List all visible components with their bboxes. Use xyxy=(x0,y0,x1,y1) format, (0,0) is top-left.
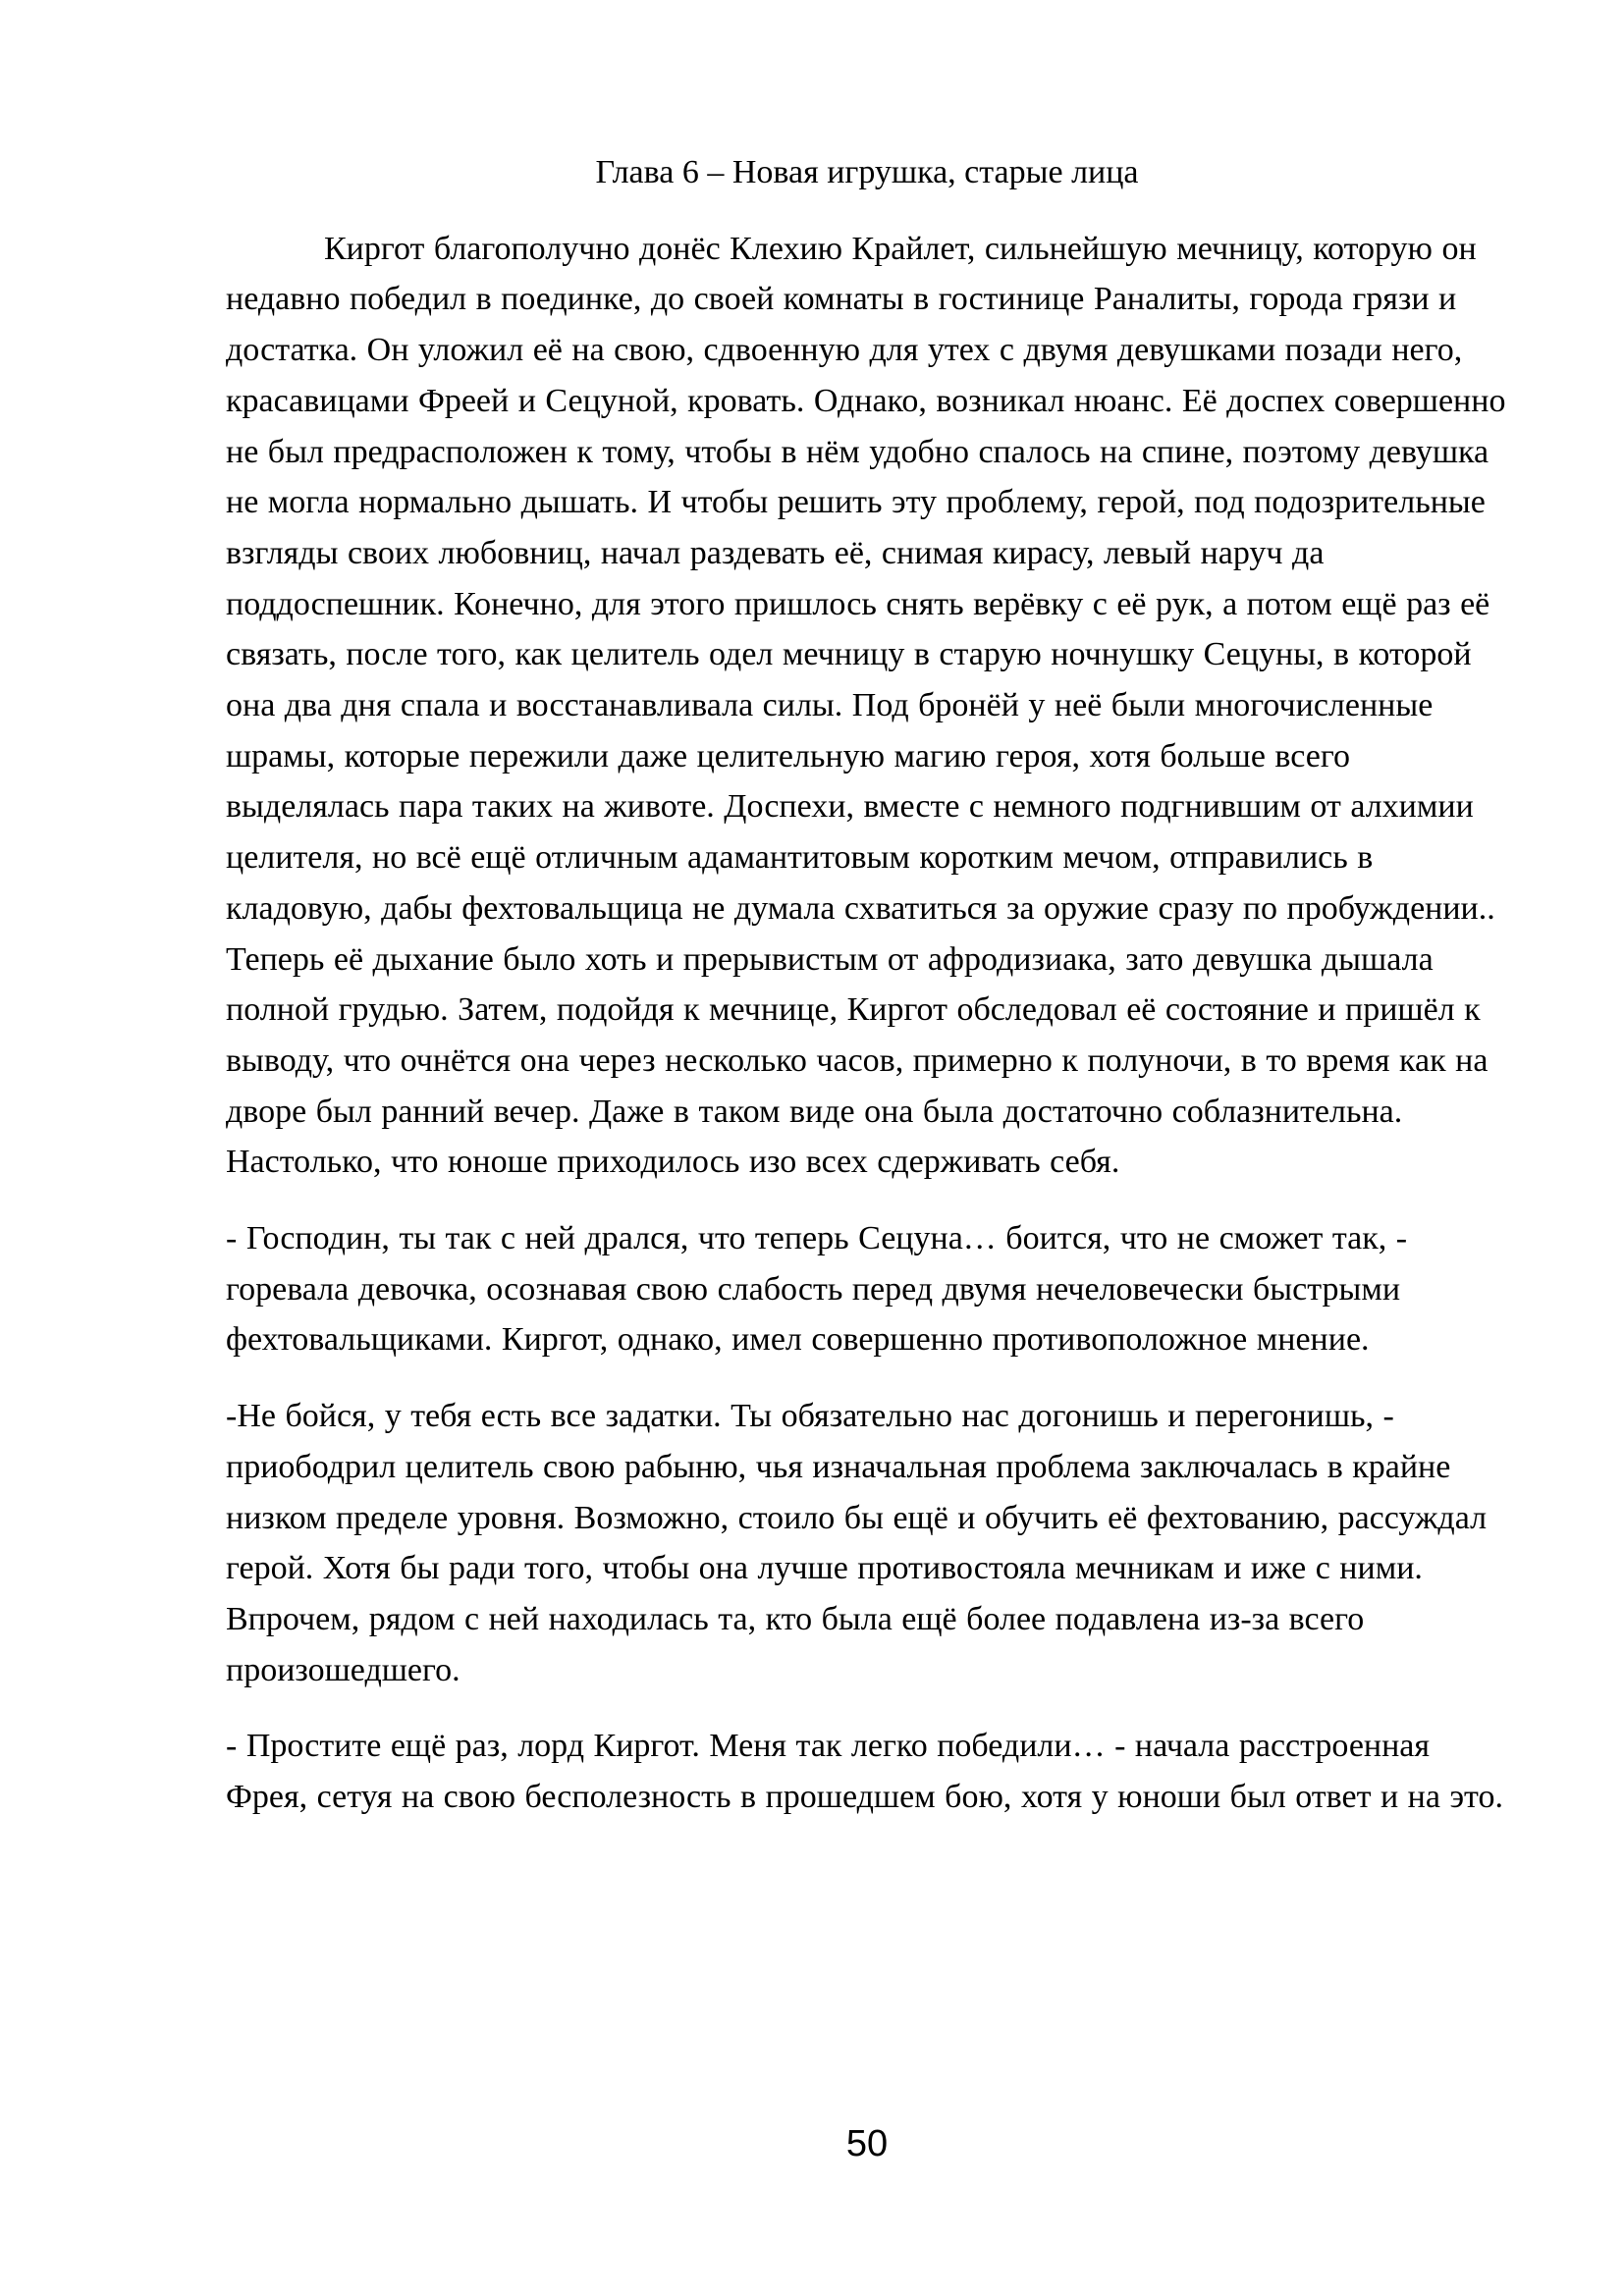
chapter-title: Глава 6 – Новая игрушка, старые лица xyxy=(595,154,1139,190)
page-number: 50 xyxy=(845,2123,889,2164)
paragraph-narrative: Киргот благополучно донёс Клехию Крайлет, сильнейшую мечницу, которую он недавно победил в поединке, до своей комнаты в гостинице Раналиты, города грязи и достатка. Он уложил её на свою, сдвоенную для утех с двумя девушками позади него, красавицами Фреей и Сецуной, кровать. Однако, возникал нюанс. Её доспех совершенно не был предрасположен к тому, чтобы в нём удобно спалось на спине, поэтому девушка не могла нормально дышать. И чтобы решить эту проблему, герой, под подозрительные взгляды своих любовниц, начал раздевать её, снимая кирасу, левый наруч да поддоспешник. Конечно, для этого пришлось снять верёвку с её рук, а потом ещё раз её связать, после того, как целитель одел мечницу в старую ночнушку Сецуны, в которой она два дня спала и восстанавливала силы. Под бронёй у неё были многочисленные шрамы, которые пережили даже целительную магию героя, хотя больше всего выделялась пара таких на животе. Доспехи, вместе с немного подгнившим от алхимии целителя, но всё ещё отличным адамантитовым коротким мечом, отправились в кладовую, дабы фехтовальщица не думала схватиться за оружие сразу по пробуждении.. Теперь её дыхание было хоть и прерывистым от афродизиака, зато девушка дышала полной грудью. Затем, подойдя к мечнице, Киргот обследовал её состояние и пришёл к выводу, что очнётся она через несколько часов, примерно к полуночи, в то время как на дворе был ранний вечер. Даже в таком виде она была достаточно соблазнительна. Настолько, что юноше приходилось изо всех сдерживать себя. xyxy=(226,230,1506,1181)
paragraph-dialogue-2: -Не бойся, у тебя есть все задатки. Ты обязательно нас догонишь и перегонишь, - приободрил целитель свою рабыню, чья изначальная проблема заключалась в крайне низком пределе уровня. Возможно, стоило бы ещё и обучить её фехтованию, рассуждал герой. Хотя бы ради того, чтобы она лучше противостояла мечникам и иже с ними. Впрочем, рядом с ней находилась та, кто была ещё более подавлена из-за всего произошедшего. xyxy=(226,1398,1488,1688)
paragraph-dialogue-1: - Господин, ты так с ней дрался, что теперь Сецуна… боится, что не сможет так, - горевала девочка, осознавая свою слабость перед двумя нечеловечески быстрыми фехтовальщиками. Киргот, однако, имел совершенно противоположное мнение. xyxy=(226,1220,1408,1359)
page-content xyxy=(226,147,1508,1848)
paragraph-dialogue-3: - Простите ещё раз, лорд Киргот. Меня так легко победили… - начала расстроенная Фрея, сетуя на свою бесполезность в прошедшем бою, хотя у юноши был ответ и на это. xyxy=(226,1728,1503,1816)
